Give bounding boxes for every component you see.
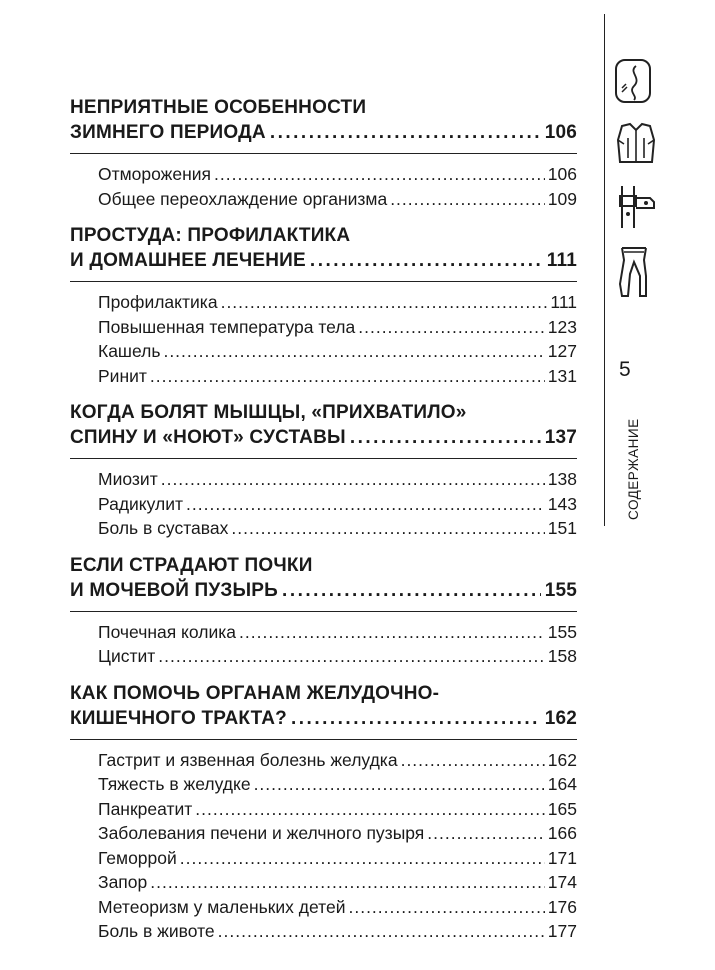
- section-title-line2: И ДОМАШНЕЕ ЛЕЧЕНИЕ: [70, 250, 306, 271]
- dot-leader: [221, 290, 548, 315]
- side-label: СОДЕРЖАНИЕ: [626, 418, 641, 520]
- entry-page: 166: [547, 823, 577, 843]
- entry-page: 111: [550, 292, 577, 312]
- dot-leader: [163, 339, 544, 364]
- dot-leader: [195, 797, 545, 822]
- entry-page: 165: [547, 798, 577, 819]
- entry-label: Ринит: [98, 365, 147, 386]
- section-title: [70, 400, 577, 450]
- table-of-contents: [70, 95, 577, 944]
- section-gap: [70, 388, 577, 400]
- entry-label: Отморожения: [98, 164, 212, 184]
- dot-leader: [186, 492, 545, 517]
- legs-icon: [614, 244, 654, 300]
- section-title: [70, 681, 577, 731]
- entry-page: 106: [547, 164, 577, 184]
- dot-leader: [239, 620, 545, 645]
- entry-page: 109: [547, 188, 577, 209]
- entry-label: Радикулит: [98, 493, 184, 514]
- toc-section: [70, 95, 577, 223]
- section-title-line2: И МОЧЕВОЙ ПУЗЫРЬ: [70, 579, 279, 601]
- toc-entry[interactable]: [98, 919, 577, 944]
- section-items: [70, 290, 577, 388]
- dot-leader: [231, 516, 544, 541]
- section-gap: [70, 669, 577, 681]
- toc-entry[interactable]: [98, 772, 577, 797]
- dot-leader: [427, 821, 545, 846]
- entry-page: 162: [547, 749, 577, 770]
- entry-page: 127: [547, 341, 577, 361]
- entry-page: 174: [547, 872, 577, 892]
- section-title-line2: СПИНУ И «НОЮТ» СУСТАВЫ: [70, 427, 346, 448]
- section-page: 137: [544, 427, 577, 448]
- dot-leader: [150, 870, 545, 895]
- section-rule: [70, 739, 577, 740]
- toc-entry[interactable]: [98, 467, 577, 492]
- toc-section: [70, 400, 577, 553]
- dot-leader: [180, 846, 545, 871]
- dot-leader: [254, 772, 545, 797]
- dot-leader: [291, 706, 541, 731]
- section-title: [70, 95, 577, 145]
- toc-entry[interactable]: [98, 290, 577, 315]
- entry-label: Профилактика: [98, 292, 218, 312]
- page-number: 5: [619, 358, 631, 381]
- toc-entry[interactable]: [98, 364, 577, 389]
- section-title: [70, 223, 577, 273]
- vertical-divider: [604, 14, 605, 526]
- dot-leader: [158, 644, 545, 669]
- entry-label: Повышенная температура тела: [98, 316, 356, 337]
- entry-label: Запор: [98, 872, 148, 892]
- dot-leader: [401, 748, 545, 773]
- section-title-line2: ЗИМНЕГО ПЕРИОДА: [70, 122, 266, 143]
- dot-leader: [390, 187, 545, 212]
- toc-entry[interactable]: [98, 187, 577, 212]
- entry-page: 123: [547, 316, 577, 337]
- section-items: [70, 620, 577, 669]
- dot-leader: [310, 248, 543, 273]
- entry-page: 176: [547, 896, 577, 917]
- dot-leader: [270, 120, 541, 145]
- entry-page: 131: [547, 365, 577, 386]
- toc-entry[interactable]: [98, 492, 577, 517]
- section-rule: [70, 458, 577, 459]
- entry-label: Общее переохлаждение организма: [98, 188, 388, 209]
- dot-leader: [358, 315, 545, 340]
- section-page: 155: [544, 579, 577, 601]
- section-items: [70, 467, 577, 541]
- section-title-row[interactable]: [70, 425, 577, 450]
- torso-outline-icon: [614, 58, 654, 106]
- entry-page: 164: [547, 774, 577, 794]
- entry-label: Тяжесть в желудке: [98, 774, 251, 794]
- entry-page: 171: [547, 847, 577, 868]
- section-title-line1: КОГДА БОЛЯТ МЫШЦЫ, «ПРИХВАТИЛО»: [70, 402, 467, 423]
- section-title-row[interactable]: [70, 578, 577, 603]
- section-title-line2: КИШЕЧНОГО ТРАКТА?: [70, 707, 287, 729]
- entry-label: Кашель: [98, 341, 161, 361]
- section-page: 106: [544, 122, 577, 143]
- dot-leader: [218, 919, 545, 944]
- toc-entry[interactable]: [98, 797, 577, 822]
- toc-entry[interactable]: [98, 315, 577, 340]
- entry-page: 155: [547, 621, 577, 642]
- entry-label: Панкреатит: [98, 798, 193, 819]
- section-rule: [70, 153, 577, 154]
- section-rule: [70, 611, 577, 612]
- hand-cuff-icon: [614, 180, 658, 230]
- entry-page: 138: [547, 469, 577, 489]
- toc-entry[interactable]: [98, 846, 577, 871]
- section-title-row[interactable]: [70, 706, 577, 731]
- toc-entry[interactable]: [98, 620, 577, 645]
- section-gap: [70, 211, 577, 223]
- toc-entry[interactable]: [98, 516, 577, 541]
- section-items: [70, 162, 577, 211]
- section-title-line1: НЕПРИЯТНЫЕ ОСОБЕННОСТИ: [70, 97, 367, 118]
- toc-section: [70, 223, 577, 400]
- entry-label: Боль в животе: [98, 921, 215, 941]
- section-page: 162: [544, 707, 577, 729]
- toc-entry[interactable]: [98, 162, 577, 187]
- dot-leader: [282, 578, 541, 603]
- section-title-line1: ЕСЛИ СТРАДАЮТ ПОЧКИ: [70, 554, 313, 576]
- dot-leader: [150, 364, 545, 389]
- entry-page: 151: [547, 518, 577, 538]
- entry-page: 158: [547, 646, 577, 666]
- section-rule: [70, 281, 577, 282]
- entry-label: Заболевания печени и желчного пузыря: [98, 823, 425, 843]
- section-title-line1: ПРОСТУДА: ПРОФИЛАКТИКА: [70, 225, 351, 246]
- dot-leader: [214, 162, 545, 187]
- entry-page: 177: [547, 921, 577, 941]
- entry-label: Гастрит и язвенная болезнь желудка: [98, 749, 398, 770]
- toc-entry[interactable]: [98, 644, 577, 669]
- entry-label: Геморрой: [98, 847, 177, 868]
- section-title-row[interactable]: [70, 120, 577, 145]
- entry-label: Метеоризм у маленьких детей: [98, 896, 346, 917]
- toc-section: [70, 681, 577, 944]
- dot-leader: [161, 467, 545, 492]
- dot-leader: [348, 895, 544, 920]
- section-items: [70, 748, 577, 944]
- jacket-icon: [614, 120, 658, 166]
- entry-label: Миозит: [98, 469, 158, 489]
- toc-entry[interactable]: [98, 339, 577, 364]
- toc-entry[interactable]: [98, 821, 577, 846]
- toc-entry[interactable]: [98, 748, 577, 773]
- section-title-line1: КАК ПОМОЧЬ ОРГАНАМ ЖЕЛУДОЧНО-: [70, 682, 440, 704]
- section-title: [70, 553, 577, 603]
- section-gap: [70, 541, 577, 553]
- entry-label: Боль в суставах: [98, 518, 229, 538]
- toc-entry[interactable]: [98, 895, 577, 920]
- dot-leader: [350, 425, 541, 450]
- section-title-row[interactable]: [70, 248, 577, 273]
- toc-section: [70, 553, 577, 681]
- section-page: 111: [546, 250, 577, 271]
- entry-label: Цистит: [98, 646, 156, 666]
- entry-page: 143: [547, 493, 577, 514]
- toc-entry[interactable]: [98, 870, 577, 895]
- entry-label: Почечная колика: [98, 621, 237, 642]
- icon-column: [614, 58, 664, 314]
